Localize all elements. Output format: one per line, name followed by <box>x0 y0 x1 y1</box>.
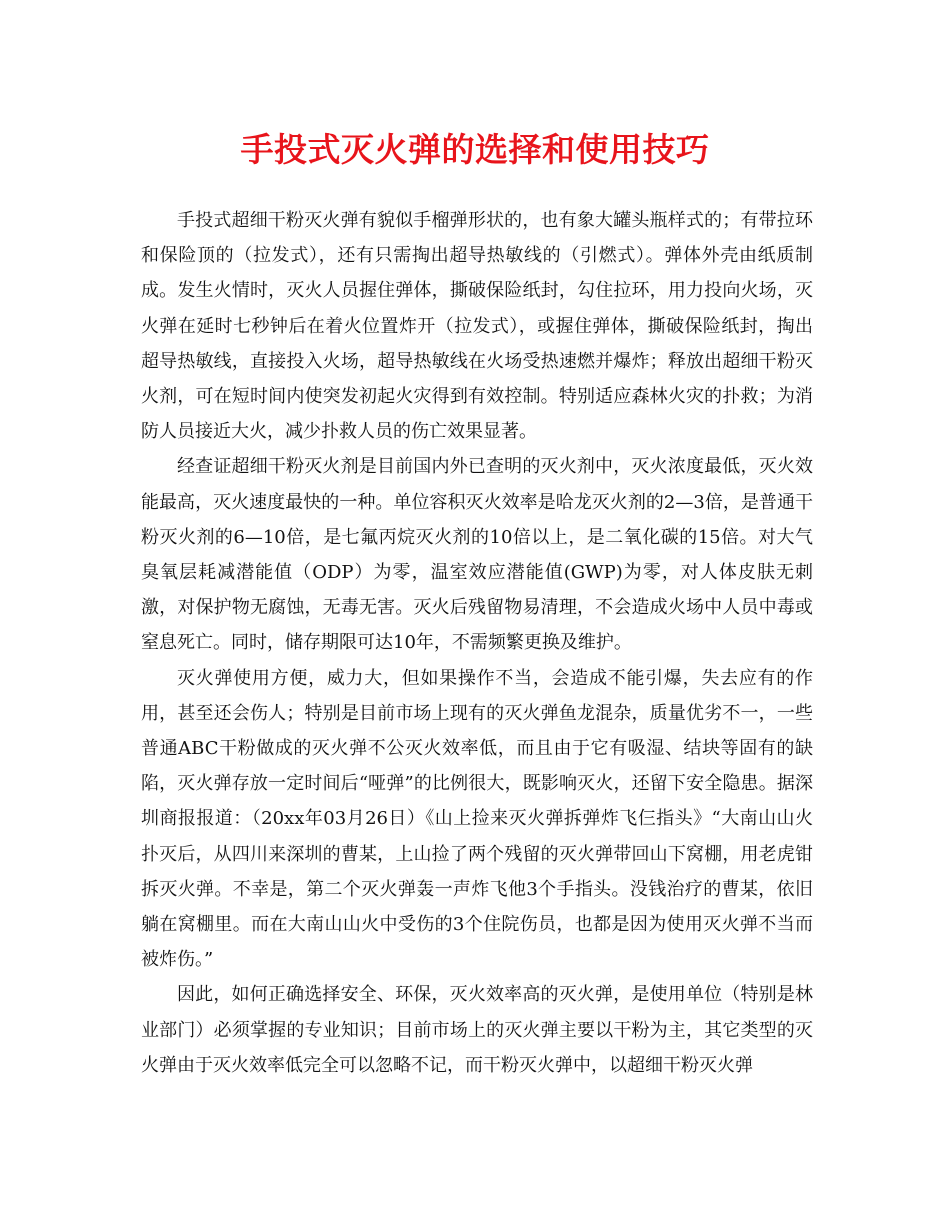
document-title: 手投式灭火弹的选择和使用技巧 <box>240 130 710 169</box>
paragraph-3: 灭火弹使用方便，威力大，但如果操作不当，会造成不能引爆，失去应有的作用，甚至还会伤人；特别是目前市场上现有的灭火弹鱼龙混杂，质量优劣不一，一些普通ABC干粉做成的灭火弹不公灭火效率低，而且由于它有吸湿、结块等固有的缺陷，灭火弹存放一定时间后“哑弹”的比例很大，既影响灭火，还留下安全隐患。据深圳商报报道：（20xx年03月26日）《山上捡来灭火弹拆弹炸飞仨指头》“大南山山火扑灭后，从四川来深圳的曹某，上山捡了两个残留的灭火弹带回山下窝棚，用老虎钳拆灭火弹。不幸是，第二个灭火弹轰一声炸飞他3个手指头。没钱治疗的曹某，依旧躺在窝棚里。而在大南山山火中受伤的3个住院伤员，也都是因为使用灭火弹不当而被炸伤。” <box>141 667 813 971</box>
paragraph-4: 因此，如何正确选择安全、环保，灭火效率高的灭火弹，是使用单位（特别是林业部门）必须掌握的专业知识；目前市场上的灭火弹主要以干粉为主，其它类型的灭火弹由于灭火效率低完全可以忽略不记，而干粉灭火弹中，以超细干粉灭火弹 <box>141 984 813 1076</box>
paragraph-1: 手投式超细干粉灭火弹有貌似手榴弹形状的，也有象大罐头瓶样式的；有带拉环和保险顶的（拉发式），还有只需掏出超导热敏线的（引燃式）。弹体外壳由纸质制成。发生火情时，灭火人员握住弹体，撕破保险纸封，勾住拉环，用力投向火场，灭火弹在延时七秒钟后在着火位置炸开（拉发式），或握住弹体，撕破保险纸封，掏出超导热敏线，直接投入火场，超导热敏线在火场受热速燃并爆炸；释放出超细干粉灭火剂，可在短时间内使突发初起火灾得到有效控制。特别适应森林火灾的扑救；为消防人员接近大火，减少扑救人员的伤亡效果显著。 <box>141 210 813 443</box>
paragraph-2: 经查证超细干粉灭火剂是目前国内外已查明的灭火剂中，灭火浓度最低，灭火效能最高，灭火速度最快的一种。单位容积灭火效率是哈龙灭火剂的2—3倍，是普通干粉灭火剂的6—10倍，是七氟丙烷灭火剂的10倍以上，是二氧化碳的15倍。对大气臭氧层耗减潜能值（ODP）为零，温室效应潜能值(GWP)为零，对人体皮肤无刺激，对保护物无腐蚀，无毒无害。灭火后残留物易清理，不会造成火场中人员中毒或窒息死亡。同时，储存期限可达10年，不需频繁更换及维护。 <box>141 456 813 654</box>
document-body <box>141 203 813 1083</box>
